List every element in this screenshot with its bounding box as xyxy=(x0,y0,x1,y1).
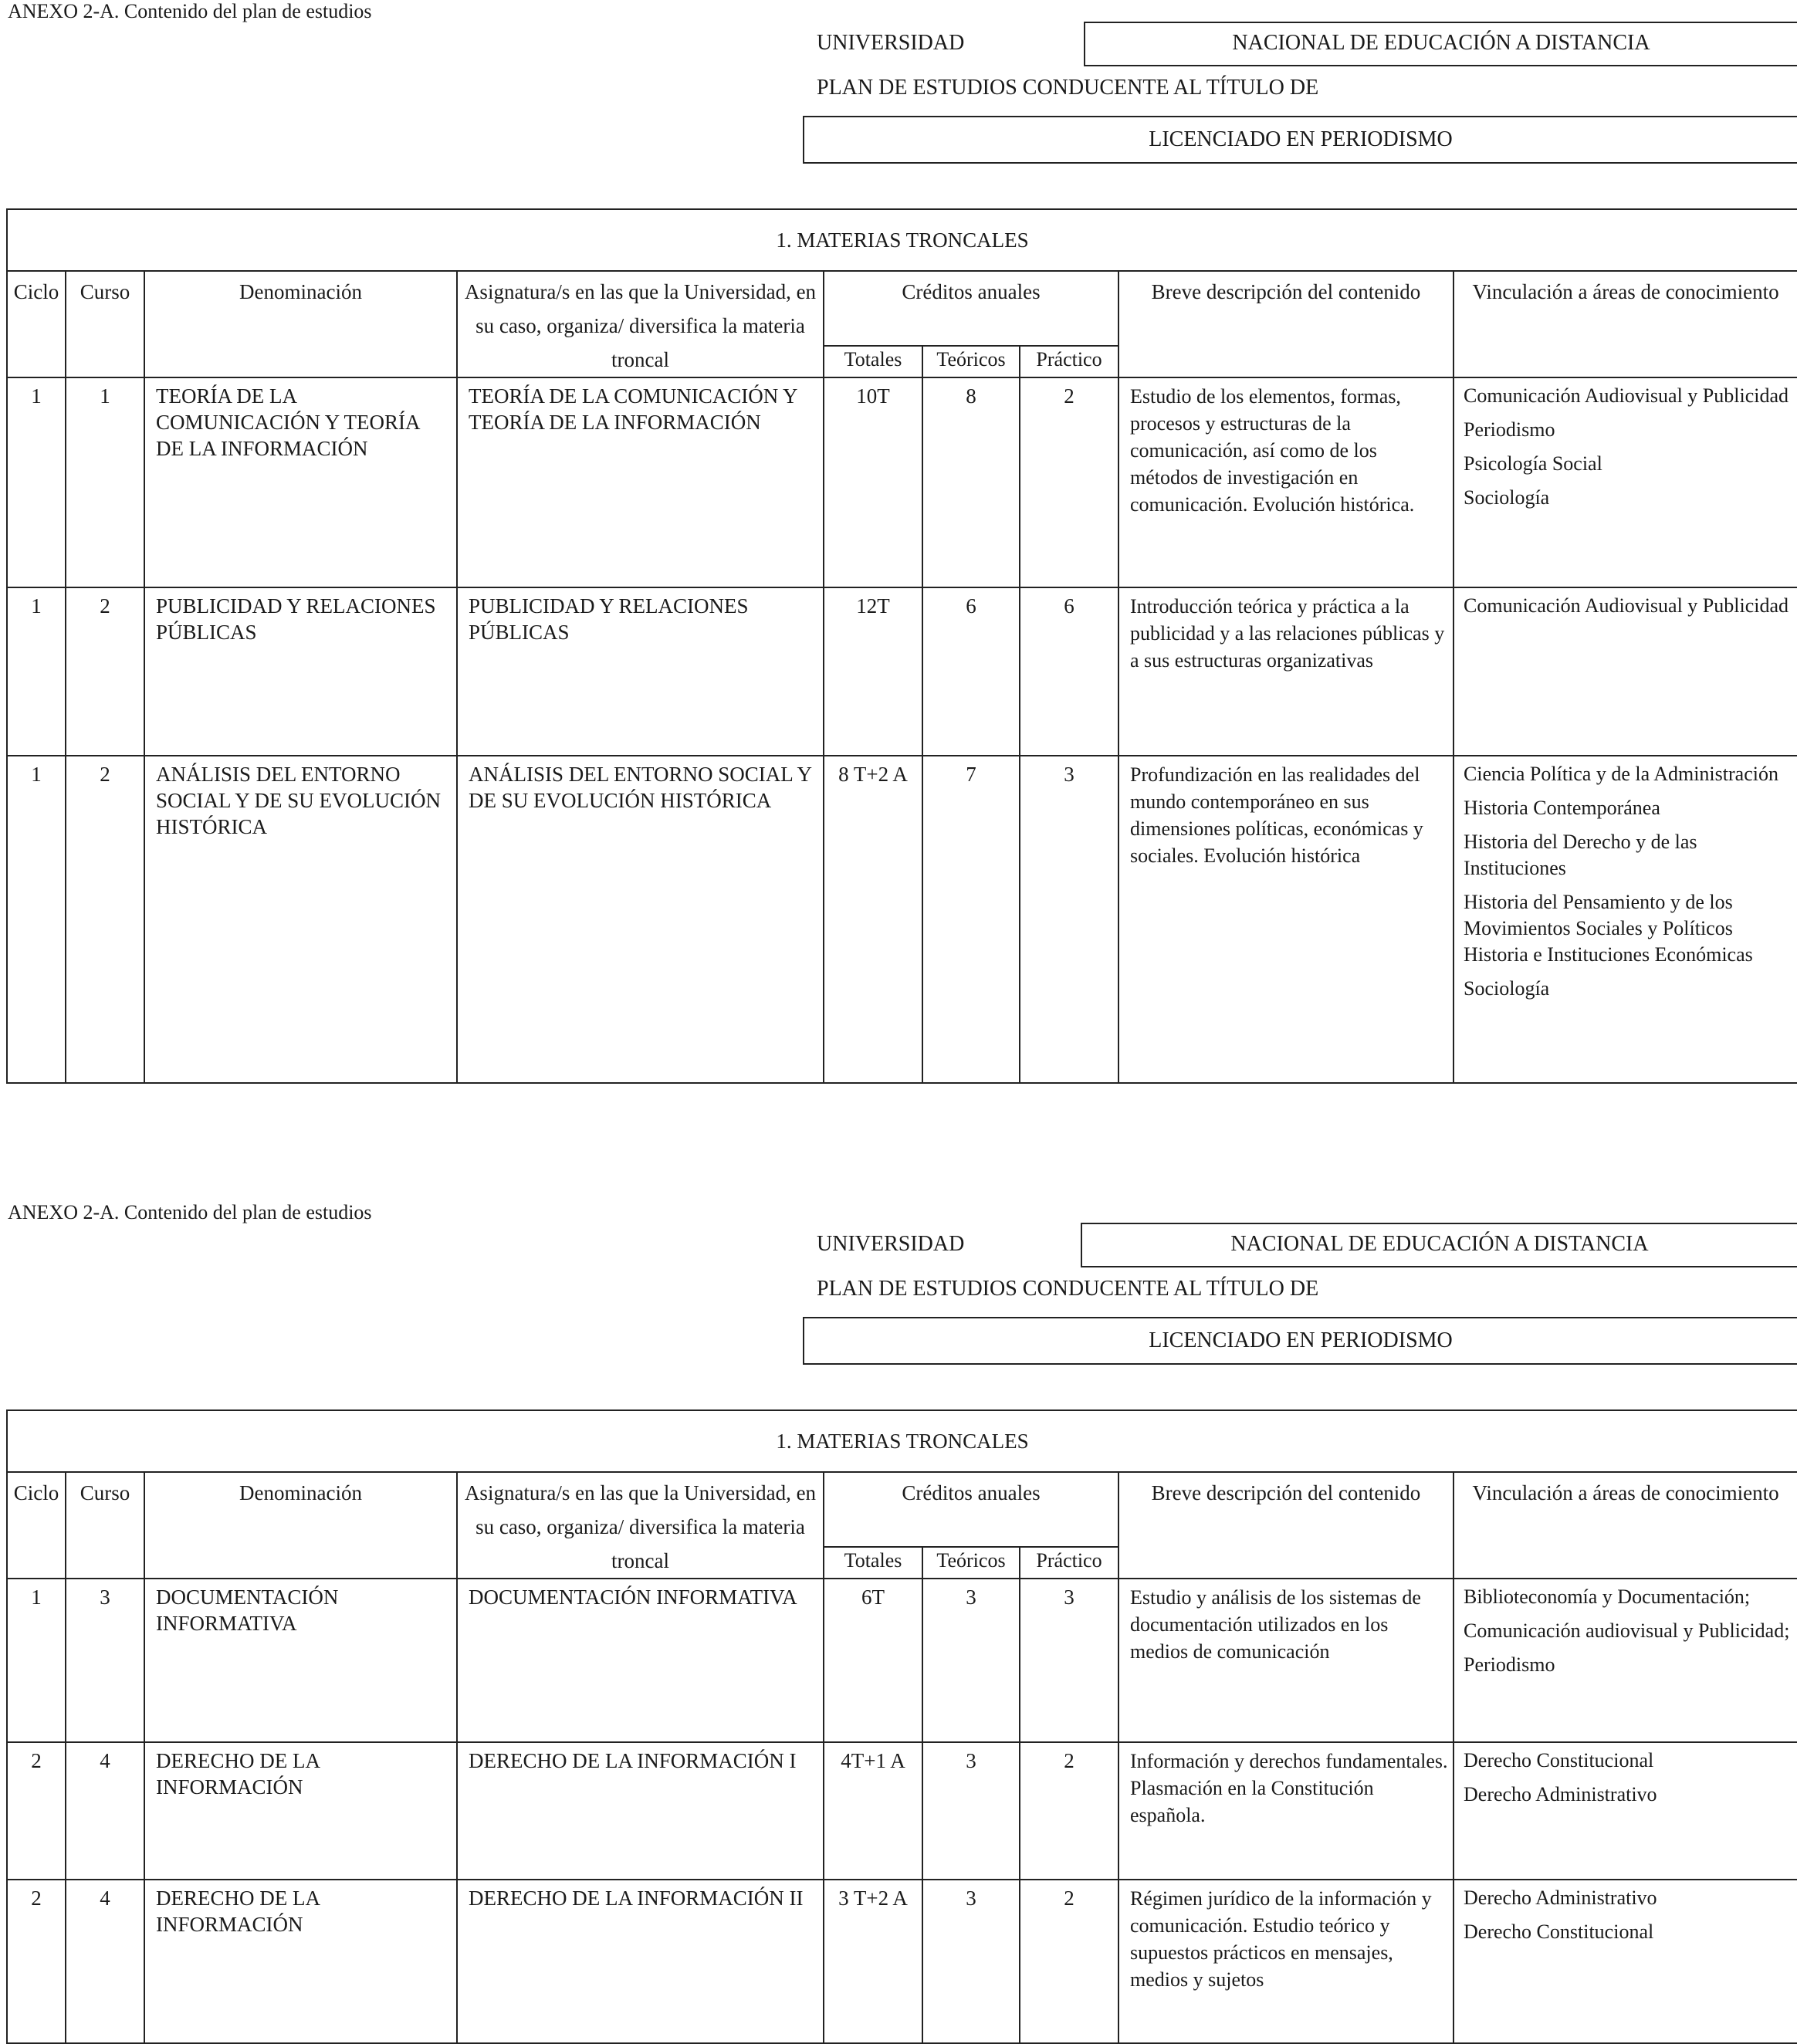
area-item: Ciencia Política y de la Administración xyxy=(1464,763,1778,785)
cell-curso: 4 xyxy=(66,1742,144,1880)
cell-ciclo: 2 xyxy=(7,1880,66,2043)
header-row xyxy=(7,271,1797,346)
annex-title: ANEXO 2-A. Contenido del plan de estudios xyxy=(8,1201,372,1223)
table-row xyxy=(7,587,1797,756)
area-item: Sociología xyxy=(1464,486,1550,509)
cell-curso: 2 xyxy=(66,756,144,1083)
table-row xyxy=(7,1880,1797,2043)
col-header-totales: Totales xyxy=(824,1547,922,1579)
cell-descripcion: Introducción teórica y práctica a la publicidad y a las relaciones públicas y a sus estructuras organizativas xyxy=(1118,587,1454,756)
area-item: Periodismo xyxy=(1464,1653,1555,1676)
col-header-vinculacion: Vinculación a áreas de conocimiento xyxy=(1454,271,1797,377)
table-row xyxy=(7,1579,1797,1742)
area-item: Historia Contemporánea xyxy=(1464,797,1660,819)
cell-practicos: 2 xyxy=(1020,377,1118,587)
area-item: Historia del Derecho y de las Instituciones xyxy=(1464,831,1697,879)
cell-teoricos: 7 xyxy=(922,756,1020,1083)
cell-asignatura: DERECHO DE LA INFORMACIÓN II xyxy=(457,1880,824,2043)
cell-teoricos: 3 xyxy=(922,1880,1020,2043)
table-row xyxy=(7,756,1797,1083)
cell-denominacion: DERECHO DE LA INFORMACIÓN xyxy=(144,1880,457,2043)
cell-practicos: 6 xyxy=(1020,587,1118,756)
area-item: Comunicación Audiovisual y Publicidad xyxy=(1464,594,1789,617)
cell-areas xyxy=(1454,1742,1797,1880)
col-header-ciclo: Ciclo xyxy=(7,1472,66,1579)
cell-descripcion: Estudio de los elementos, formas, procesos y estructuras de la comunicación, así como de los métodos de investigación en comunicación. Evolución histórica. xyxy=(1118,377,1454,587)
area-item: Derecho Constitucional xyxy=(1464,1749,1654,1772)
area-item: Biblioteconomía y Documentación; xyxy=(1464,1585,1751,1608)
cell-asignatura: ANÁLISIS DEL ENTORNO SOCIAL Y DE SU EVOLUCIÓN HISTÓRICA xyxy=(457,756,824,1083)
col-header-descripcion: Breve descripción del contenido xyxy=(1118,1472,1454,1579)
cell-descripcion: Estudio y análisis de los sistemas de documentación utilizados en los medios de comunicación xyxy=(1118,1579,1454,1742)
cell-teoricos: 3 xyxy=(922,1742,1020,1880)
col-header-descripcion: Breve descripción del contenido xyxy=(1118,271,1454,377)
col-header-ciclo: Ciclo xyxy=(7,271,66,377)
universidad-box xyxy=(1084,22,1797,66)
universidad-box xyxy=(1081,1223,1797,1267)
col-header-vinculacion: Vinculación a áreas de conocimiento xyxy=(1454,1472,1797,1579)
universidad-value: NACIONAL DE EDUCACIÓN A DISTANCIA xyxy=(1230,1232,1649,1256)
cell-practicos: 2 xyxy=(1020,1742,1118,1880)
cell-areas xyxy=(1454,587,1797,756)
cell-curso: 3 xyxy=(66,1579,144,1742)
table-title-row xyxy=(7,209,1797,271)
col-header-curso: Curso xyxy=(66,1472,144,1579)
annex-title: ANEXO 2-A. Contenido del plan de estudios xyxy=(8,0,372,22)
cell-teoricos: 8 xyxy=(922,377,1020,587)
cell-teoricos: 6 xyxy=(922,587,1020,756)
area-item: Derecho Administrativo xyxy=(1464,1783,1657,1805)
titulo-box xyxy=(803,116,1797,164)
plan-label: PLAN DE ESTUDIOS CONDUCENTE AL TÍTULO DE xyxy=(817,76,1319,100)
cell-ciclo: 1 xyxy=(7,377,66,587)
titulo-box xyxy=(803,1317,1797,1365)
cell-asignatura: DOCUMENTACIÓN INFORMATIVA xyxy=(457,1579,824,1742)
col-header-asignaturas: Asignatura/s en las que la Universidad, en su caso, organiza/ diversifica la materia troncal xyxy=(457,1472,824,1579)
col-header-practicos: Práctico xyxy=(1020,1547,1118,1579)
table-title-row xyxy=(7,1410,1797,1472)
cell-ciclo: 1 xyxy=(7,587,66,756)
universidad-label: UNIVERSIDAD xyxy=(817,31,965,55)
titulo-value: LICENCIADO EN PERIODISMO xyxy=(1149,127,1453,151)
col-header-totales: Totales xyxy=(824,346,922,377)
cell-ciclo: 1 xyxy=(7,756,66,1083)
cell-curso: 1 xyxy=(66,377,144,587)
col-header-teoricos: Teóricos xyxy=(922,346,1020,377)
cell-totales: 10T xyxy=(824,377,922,587)
cell-ciclo: 1 xyxy=(7,1579,66,1742)
area-item: Comunicación audiovisual y Publicidad; xyxy=(1464,1619,1790,1642)
cell-areas xyxy=(1454,756,1797,1083)
cell-practicos: 3 xyxy=(1020,756,1118,1083)
col-header-creditos: Créditos anuales xyxy=(824,1472,1118,1547)
table-row xyxy=(7,1742,1797,1880)
cell-denominacion: DOCUMENTACIÓN INFORMATIVA xyxy=(144,1579,457,1742)
col-header-denominacion: Denominación xyxy=(144,271,457,377)
col-header-practicos: Práctico xyxy=(1020,346,1118,377)
col-header-denominacion: Denominación xyxy=(144,1472,457,1579)
cell-practicos: 2 xyxy=(1020,1880,1118,2043)
area-item: Periodismo xyxy=(1464,418,1555,441)
titulo-value: LICENCIADO EN PERIODISMO xyxy=(1149,1328,1453,1352)
cell-curso: 4 xyxy=(66,1880,144,2043)
cell-areas xyxy=(1454,1880,1797,2043)
col-header-creditos: Créditos anuales xyxy=(824,271,1118,346)
area-item: Sociología xyxy=(1464,977,1550,1000)
cell-denominacion: ANÁLISIS DEL ENTORNO SOCIAL Y DE SU EVOLUCIÓN HISTÓRICA xyxy=(144,756,457,1083)
cell-totales: 6T xyxy=(824,1579,922,1742)
cell-totales: 12T xyxy=(824,587,922,756)
table-title: 1. MATERIAS TRONCALES xyxy=(7,209,1797,271)
table-row xyxy=(7,377,1797,587)
cell-practicos: 3 xyxy=(1020,1579,1118,1742)
area-item: Derecho Administrativo xyxy=(1464,1887,1657,1909)
col-header-curso: Curso xyxy=(66,271,144,377)
cell-denominacion: PUBLICIDAD Y RELACIONES PÚBLICAS xyxy=(144,587,457,756)
cell-totales: 4T+1 A xyxy=(824,1742,922,1880)
cell-curso: 2 xyxy=(66,587,144,756)
cell-denominacion: TEORÍA DE LA COMUNICACIÓN Y TEORÍA DE LA INFORMACIÓN xyxy=(144,377,457,587)
table-title: 1. MATERIAS TRONCALES xyxy=(7,1410,1797,1472)
cell-ciclo: 2 xyxy=(7,1742,66,1880)
area-item: Comunicación Audiovisual y Publicidad xyxy=(1464,384,1789,407)
materias-troncales-table xyxy=(6,208,1797,1084)
cell-asignatura: TEORÍA DE LA COMUNICACIÓN Y TEORÍA DE LA INFORMACIÓN xyxy=(457,377,824,587)
header-row xyxy=(7,1472,1797,1547)
cell-areas xyxy=(1454,1579,1797,1742)
universidad-label: UNIVERSIDAD xyxy=(817,1232,965,1256)
cell-totales: 3 T+2 A xyxy=(824,1880,922,2043)
cell-totales: 8 T+2 A xyxy=(824,756,922,1083)
universidad-value: NACIONAL DE EDUCACIÓN A DISTANCIA xyxy=(1232,31,1650,55)
area-item: Derecho Constitucional xyxy=(1464,1920,1654,1943)
col-header-teoricos: Teóricos xyxy=(922,1547,1020,1579)
cell-descripcion: Régimen jurídico de la información y comunicación. Estudio teórico y supuestos prácticos en mensajes, medios y sujetos xyxy=(1118,1880,1454,2043)
cell-descripcion: Profundización en las realidades del mundo contemporáneo en sus dimensiones políticas, económicas y sociales. Evolución histórica xyxy=(1118,756,1454,1083)
plan-label: PLAN DE ESTUDIOS CONDUCENTE AL TÍTULO DE xyxy=(817,1277,1319,1301)
cell-asignatura: PUBLICIDAD Y RELACIONES PÚBLICAS xyxy=(457,587,824,756)
cell-asignatura: DERECHO DE LA INFORMACIÓN I xyxy=(457,1742,824,1880)
cell-areas xyxy=(1454,377,1797,587)
col-header-asignaturas: Asignatura/s en las que la Universidad, en su caso, organiza/ diversifica la materia troncal xyxy=(457,271,824,377)
cell-denominacion: DERECHO DE LA INFORMACIÓN xyxy=(144,1742,457,1880)
materias-troncales-table xyxy=(6,1409,1797,2044)
cell-descripcion: Información y derechos fundamentales. Plasmación en la Constitución española. xyxy=(1118,1742,1454,1880)
area-item: Historia del Pensamiento y de los Movimientos Sociales y Políticos Historia e Instituciones Económicas xyxy=(1464,891,1753,966)
area-item: Psicología Social xyxy=(1464,452,1602,475)
cell-teoricos: 3 xyxy=(922,1579,1020,1742)
